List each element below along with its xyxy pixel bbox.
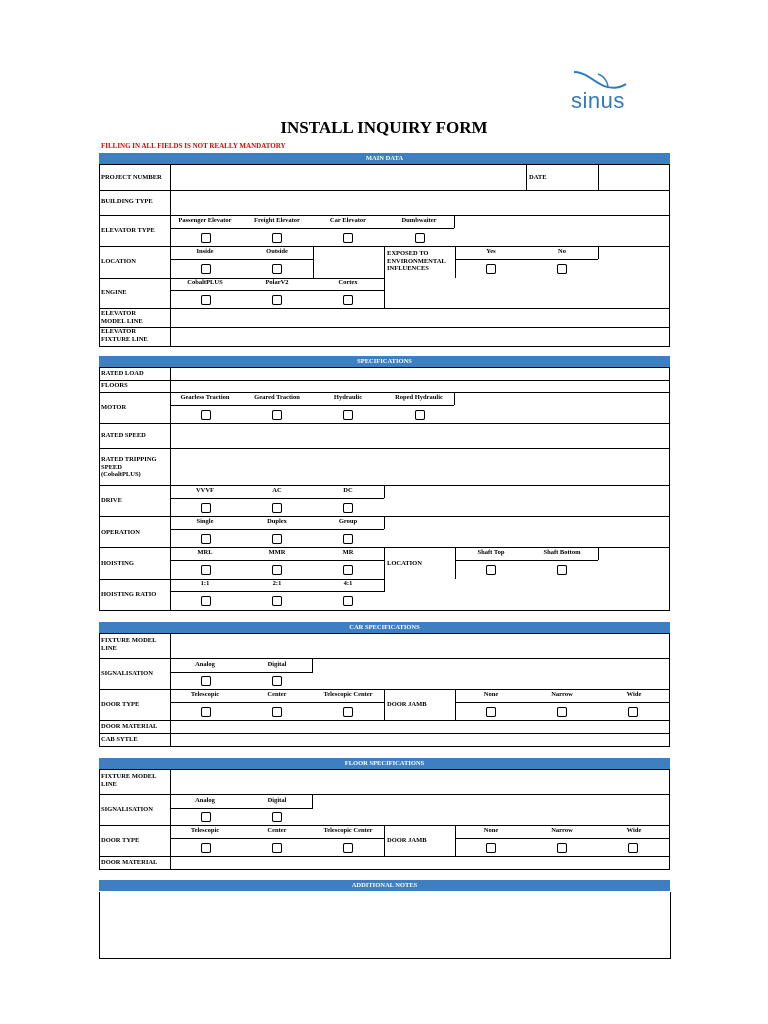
checkbox-ratio-2-1[interactable]: [272, 596, 282, 606]
checkbox-mrl[interactable]: [201, 565, 211, 575]
option-car-analog: Analog: [195, 661, 215, 668]
logo-wordmark: sinus: [571, 88, 625, 113]
checkbox-shaft-top[interactable]: [486, 565, 496, 575]
checkbox-car-jamb-narrow[interactable]: [557, 707, 567, 717]
label-car-door-jamb: DOOR JAMB: [387, 701, 427, 708]
checkbox-car-jamb-none[interactable]: [486, 707, 496, 717]
checkbox-cobaltplus[interactable]: [201, 295, 211, 305]
checkbox-car-jamb-wide[interactable]: [628, 707, 638, 717]
checkbox-floor-telescopic[interactable]: [201, 843, 211, 853]
option-no: No: [558, 248, 566, 255]
section-car-specifications: CAR SPECIFICATIONS: [99, 622, 670, 633]
checkbox-ratio-1-1[interactable]: [201, 596, 211, 606]
option-floor-jamb-none: None: [483, 827, 499, 834]
label-floor-door-material: DOOR MATERIAL: [101, 859, 158, 866]
label-fixture-line: ELEVATOR FIXTURE LINE: [101, 328, 148, 343]
option-car-telescopic: Telescopic: [190, 691, 220, 698]
label-operation: OPERATION: [101, 529, 140, 536]
option-ratio-4-1: 4:1: [343, 580, 353, 587]
section-specifications: SPECIFICATIONS: [99, 356, 670, 367]
label-building-type: BUILDING TYPE: [101, 198, 153, 205]
checkbox-exposed-no[interactable]: [557, 264, 567, 274]
checkbox-floor-center[interactable]: [272, 843, 282, 853]
option-gearless-traction: Gearless Traction: [180, 394, 230, 401]
option-ratio-2-1: 2:1: [272, 580, 282, 587]
checkbox-mmr[interactable]: [272, 565, 282, 575]
label-elevator-type: ELEVATOR TYPE: [101, 227, 155, 234]
label-date: DATE: [529, 174, 547, 181]
label-floor-signalisation: SIGNALISATION: [101, 806, 153, 813]
label-floors: FLOORS: [101, 382, 128, 389]
option-cortex: Cortex: [338, 279, 358, 286]
option-roped-hydraulic: Roped Hydraulic: [395, 394, 443, 401]
option-floor-analog: Analog: [195, 797, 215, 804]
checkbox-gearless-traction[interactable]: [201, 410, 211, 420]
checkbox-dc[interactable]: [343, 503, 353, 513]
label-tripping-speed: RATED TRIPPING SPEED (CobaltPLUS): [101, 456, 157, 478]
label-floor-fixture-model-line: FIXTURE MODEL LINE: [101, 773, 157, 788]
label-project-number: PROJECT NUMBER: [101, 174, 162, 181]
option-car-elevator: Car Elevator: [329, 217, 367, 224]
label-floor-door-jamb: DOOR JAMB: [387, 837, 427, 844]
label-model-line: ELEVATOR MODEL LINE: [101, 310, 143, 325]
option-outside: Outside: [266, 248, 288, 255]
option-car-digital: Digital: [267, 661, 287, 668]
checkbox-exposed-yes[interactable]: [486, 264, 496, 274]
option-passenger-elevator: Passenger Elevator: [178, 217, 232, 224]
checkbox-floor-jamb-wide[interactable]: [628, 843, 638, 853]
option-polarv2: PolarV2: [265, 279, 289, 286]
option-freight-elevator: Freight Elevator: [254, 217, 300, 224]
option-car-telescopic-center: Telescopic Center: [323, 691, 373, 698]
label-exposed: EXPOSED TO ENVIRONMENTAL INFLUENCES: [387, 250, 446, 272]
option-floor-jamb-narrow: Narrow: [551, 827, 573, 834]
label-engine: ENGINE: [101, 289, 127, 296]
option-single: Single: [196, 518, 214, 525]
option-inside: Inside: [196, 248, 214, 255]
option-hydraulic: Hydraulic: [333, 394, 363, 401]
section-main-data: MAIN DATA: [99, 153, 670, 164]
option-car-jamb-narrow: Narrow: [551, 691, 573, 698]
checkbox-dumbwaiter[interactable]: [415, 233, 425, 243]
label-hoisting: HOISTING: [101, 560, 134, 567]
option-dumbwaiter: Dumbwaiter: [401, 217, 437, 224]
label-car-door-type: DOOR TYPE: [101, 701, 140, 708]
checkbox-car-center[interactable]: [272, 707, 282, 717]
option-vvvf: VVVF: [195, 487, 215, 494]
checkbox-geared-traction[interactable]: [272, 410, 282, 420]
option-floor-digital: Digital: [267, 797, 287, 804]
label-drive: DRIVE: [101, 497, 122, 504]
checkbox-polarv2[interactable]: [272, 295, 282, 305]
option-cobaltplus: CobaltPLUS: [187, 279, 223, 286]
option-shaft-bottom: Shaft Bottom: [543, 549, 581, 556]
label-car-door-material: DOOR MATERIAL: [101, 723, 158, 730]
option-car-jamb-wide: Wide: [626, 691, 642, 698]
option-car-jamb-none: None: [483, 691, 499, 698]
checkbox-duplex[interactable]: [272, 534, 282, 544]
mandatory-note: FILLING IN ALL FIELDS IS NOT REALLY MANDATORY: [101, 142, 286, 150]
checkbox-ratio-4-1[interactable]: [343, 596, 353, 606]
checkbox-floor-telescopic-center[interactable]: [343, 843, 353, 853]
checkbox-car-elevator[interactable]: [343, 233, 353, 243]
checkbox-group[interactable]: [343, 534, 353, 544]
checkbox-ac[interactable]: [272, 503, 282, 513]
checkbox-floor-jamb-narrow[interactable]: [557, 843, 567, 853]
checkbox-outside[interactable]: [272, 264, 282, 274]
option-floor-telescopic-center: Telescopic Center: [323, 827, 373, 834]
section-floor-specifications: FLOOR SPECIFICATIONS: [99, 758, 670, 769]
label-hoist-location: LOCATION: [387, 560, 422, 567]
option-mrl: MRL: [197, 549, 213, 556]
checkbox-floor-digital[interactable]: [272, 812, 282, 822]
checkbox-single[interactable]: [201, 534, 211, 544]
option-ratio-1-1: 1:1: [200, 580, 210, 587]
checkbox-hydraulic[interactable]: [343, 410, 353, 420]
label-car-signalisation: SIGNALISATION: [101, 670, 153, 677]
option-yes: Yes: [486, 248, 496, 255]
checkbox-passenger-elevator[interactable]: [201, 233, 211, 243]
label-car-cab-style: CAB SYTLE: [101, 736, 138, 743]
label-floor-door-type: DOOR TYPE: [101, 837, 140, 844]
checkbox-roped-hydraulic[interactable]: [415, 410, 425, 420]
checkbox-freight-elevator[interactable]: [272, 233, 282, 243]
label-location: LOCATION: [101, 258, 136, 265]
option-mr: MR: [342, 549, 354, 556]
option-geared-traction: Geared Traction: [254, 394, 300, 401]
checkbox-car-telescopic[interactable]: [201, 707, 211, 717]
checkbox-car-telescopic-center[interactable]: [343, 707, 353, 717]
checkbox-mr[interactable]: [343, 565, 353, 575]
section-additional-notes: ADDITIONAL NOTES: [99, 880, 670, 891]
option-floor-jamb-wide: Wide: [626, 827, 642, 834]
checkbox-car-digital[interactable]: [272, 676, 282, 686]
checkbox-cortex[interactable]: [343, 295, 353, 305]
checkbox-shaft-bottom[interactable]: [557, 565, 567, 575]
option-floor-center: Center: [267, 827, 287, 834]
option-floor-telescopic: Telescopic: [190, 827, 220, 834]
option-mmr: MMR: [268, 549, 286, 556]
option-duplex: Duplex: [267, 518, 287, 525]
option-group: Group: [338, 518, 358, 525]
checkbox-floor-jamb-none[interactable]: [486, 843, 496, 853]
additional-notes-field[interactable]: [99, 892, 671, 959]
label-rated-speed: RATED SPEED: [101, 432, 146, 439]
option-ac: AC: [272, 487, 282, 494]
option-car-center: Center: [267, 691, 287, 698]
label-hoisting-ratio: HOISTING RATIO: [101, 591, 157, 598]
checkbox-floor-analog[interactable]: [201, 812, 211, 822]
option-dc: DC: [343, 487, 353, 494]
label-car-fixture-model-line: FIXTURE MODEL LINE: [101, 637, 157, 652]
checkbox-vvvf[interactable]: [201, 503, 211, 513]
checkbox-inside[interactable]: [201, 264, 211, 274]
label-rated-load: RATED LOAD: [101, 370, 144, 377]
label-motor: MOTOR: [101, 404, 127, 411]
checkbox-car-analog[interactable]: [201, 676, 211, 686]
option-shaft-top: Shaft Top: [477, 549, 505, 556]
form-title: INSTALL INQUIRY FORM: [280, 118, 488, 137]
